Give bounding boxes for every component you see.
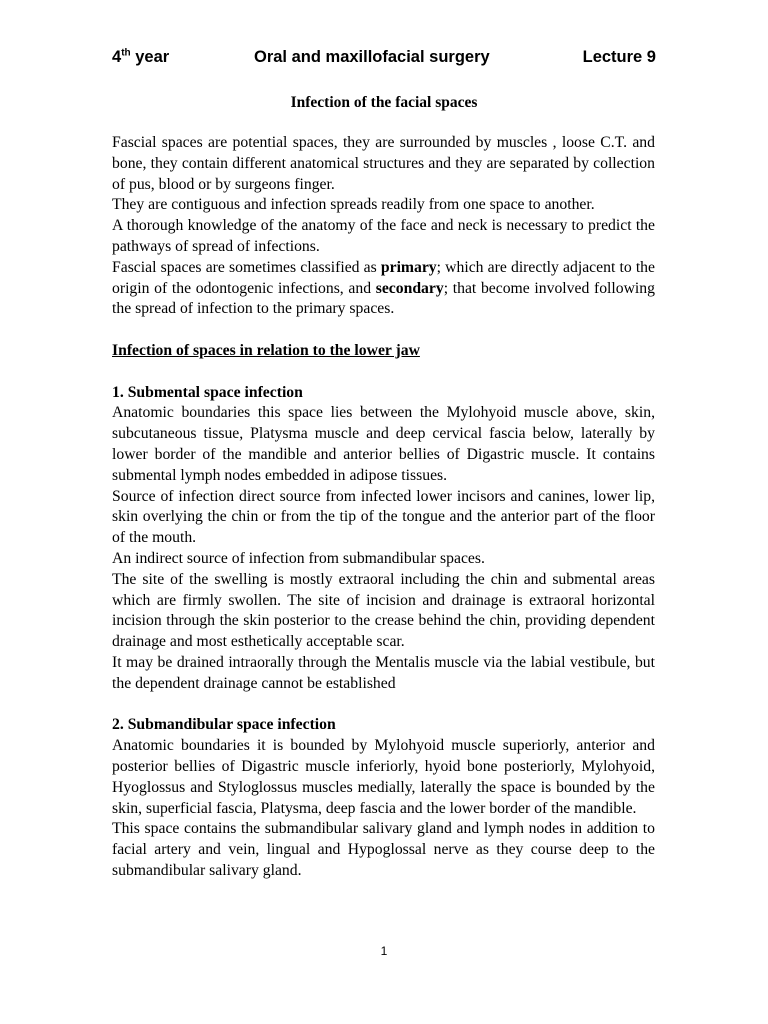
intro-paragraph-3: A thorough knowledge of the anatomy of the face and neck is necessary to predict the pathways of spread of infections. xyxy=(112,217,655,255)
intro-p4-text-b: ; which are directly adjacent to the origin of the odontogenic infections, and xyxy=(112,258,655,297)
submandibular-paragraph: This space contains the submandibular salivary gland and lymph nodes in addition to facial artery and vein, lingual and Hypoglossal nerve as they course deep to the submandibular salivary gland. xyxy=(112,820,655,879)
intro-p4-text-a: Fascial spaces are sometimes classified as xyxy=(112,258,381,276)
intro-paragraph-1: Fascial spaces are potential spaces, they are surrounded by muscles , loose C.T. and bone, they contain different anatomical structures and they are separated by collection of pus, blood or by surgeons finger. xyxy=(112,134,655,193)
section-heading: Infection of spaces in relation to the lower jaw xyxy=(112,341,420,359)
header-year-number: 4 xyxy=(112,48,122,66)
header-year-word: year xyxy=(130,48,170,66)
page-number: 1 xyxy=(380,944,388,958)
submandibular-paragraph: Anatomic boundaries it is bounded by Mylohyoid muscle superiorly, anterior and posterior bellies of Digastric muscle inferiorly, hyoid bone posteriorly, Mylohyoid, Hyoglossus and Styloglossus muscles medially, laterally the space is bounded by the skin, superficial fascia, Platysma, deep fascia and the lower border of the mandible. xyxy=(112,737,655,817)
header-lecture: Lecture 9 xyxy=(582,48,656,66)
spacer xyxy=(112,362,655,383)
document-body xyxy=(112,133,655,882)
spacer xyxy=(112,695,655,716)
submental-paragraph: The site of the swelling is mostly extraoral including the chin and submental areas which are firmly swollen. The site of incision and drainage is extraoral horizontal incision through the skin posterior to the crease behind the chin, providing dependent drainage and most esthetically acceptable scar. xyxy=(112,570,655,651)
submental-paragraph: Source of infection direct source from infected lower incisors and canines, lower lip, skin overlying the chin or from the tip of the tongue and the anterior part of the floor of the mouth. xyxy=(112,487,655,547)
primary-term: primary xyxy=(380,258,437,276)
header-year xyxy=(112,48,169,67)
submental-paragraph: Anatomic boundaries this space lies between the Mylohyoid muscle above, skin, subcutaneous tissue, Platysma muscle and deep cervical fascia below, laterally by lower border of the mandible and anterior bellies of Digastric muscle. It contains submental lymph nodes embedded in adipose tissues. xyxy=(112,404,655,484)
intro-paragraph-2: They are contiguous and infection spreads readily from one space to another. xyxy=(112,196,595,214)
submental-paragraph: It may be drained intraorally through the Mentalis muscle via the labial vestibule, but the dependent drainage cannot be established xyxy=(112,653,655,692)
header-course: Oral and maxillofacial surgery xyxy=(254,48,490,66)
page-header xyxy=(112,48,656,72)
header-year-suffix: th xyxy=(121,47,131,59)
submental-heading: 1. Submental space infection xyxy=(112,383,303,401)
page-title: Infection of the facial spaces xyxy=(290,94,478,111)
intro-paragraph-4 xyxy=(112,258,655,320)
intro-p4-text-c: ; that become involved following the spread of infection to the primary spaces. xyxy=(112,279,655,318)
submandibular-heading: 2. Submandibular space infection xyxy=(112,716,336,734)
secondary-term: secondary xyxy=(375,279,444,297)
submental-paragraph: An indirect source of infection from submandibular spaces. xyxy=(112,549,485,567)
spacer xyxy=(112,320,655,341)
